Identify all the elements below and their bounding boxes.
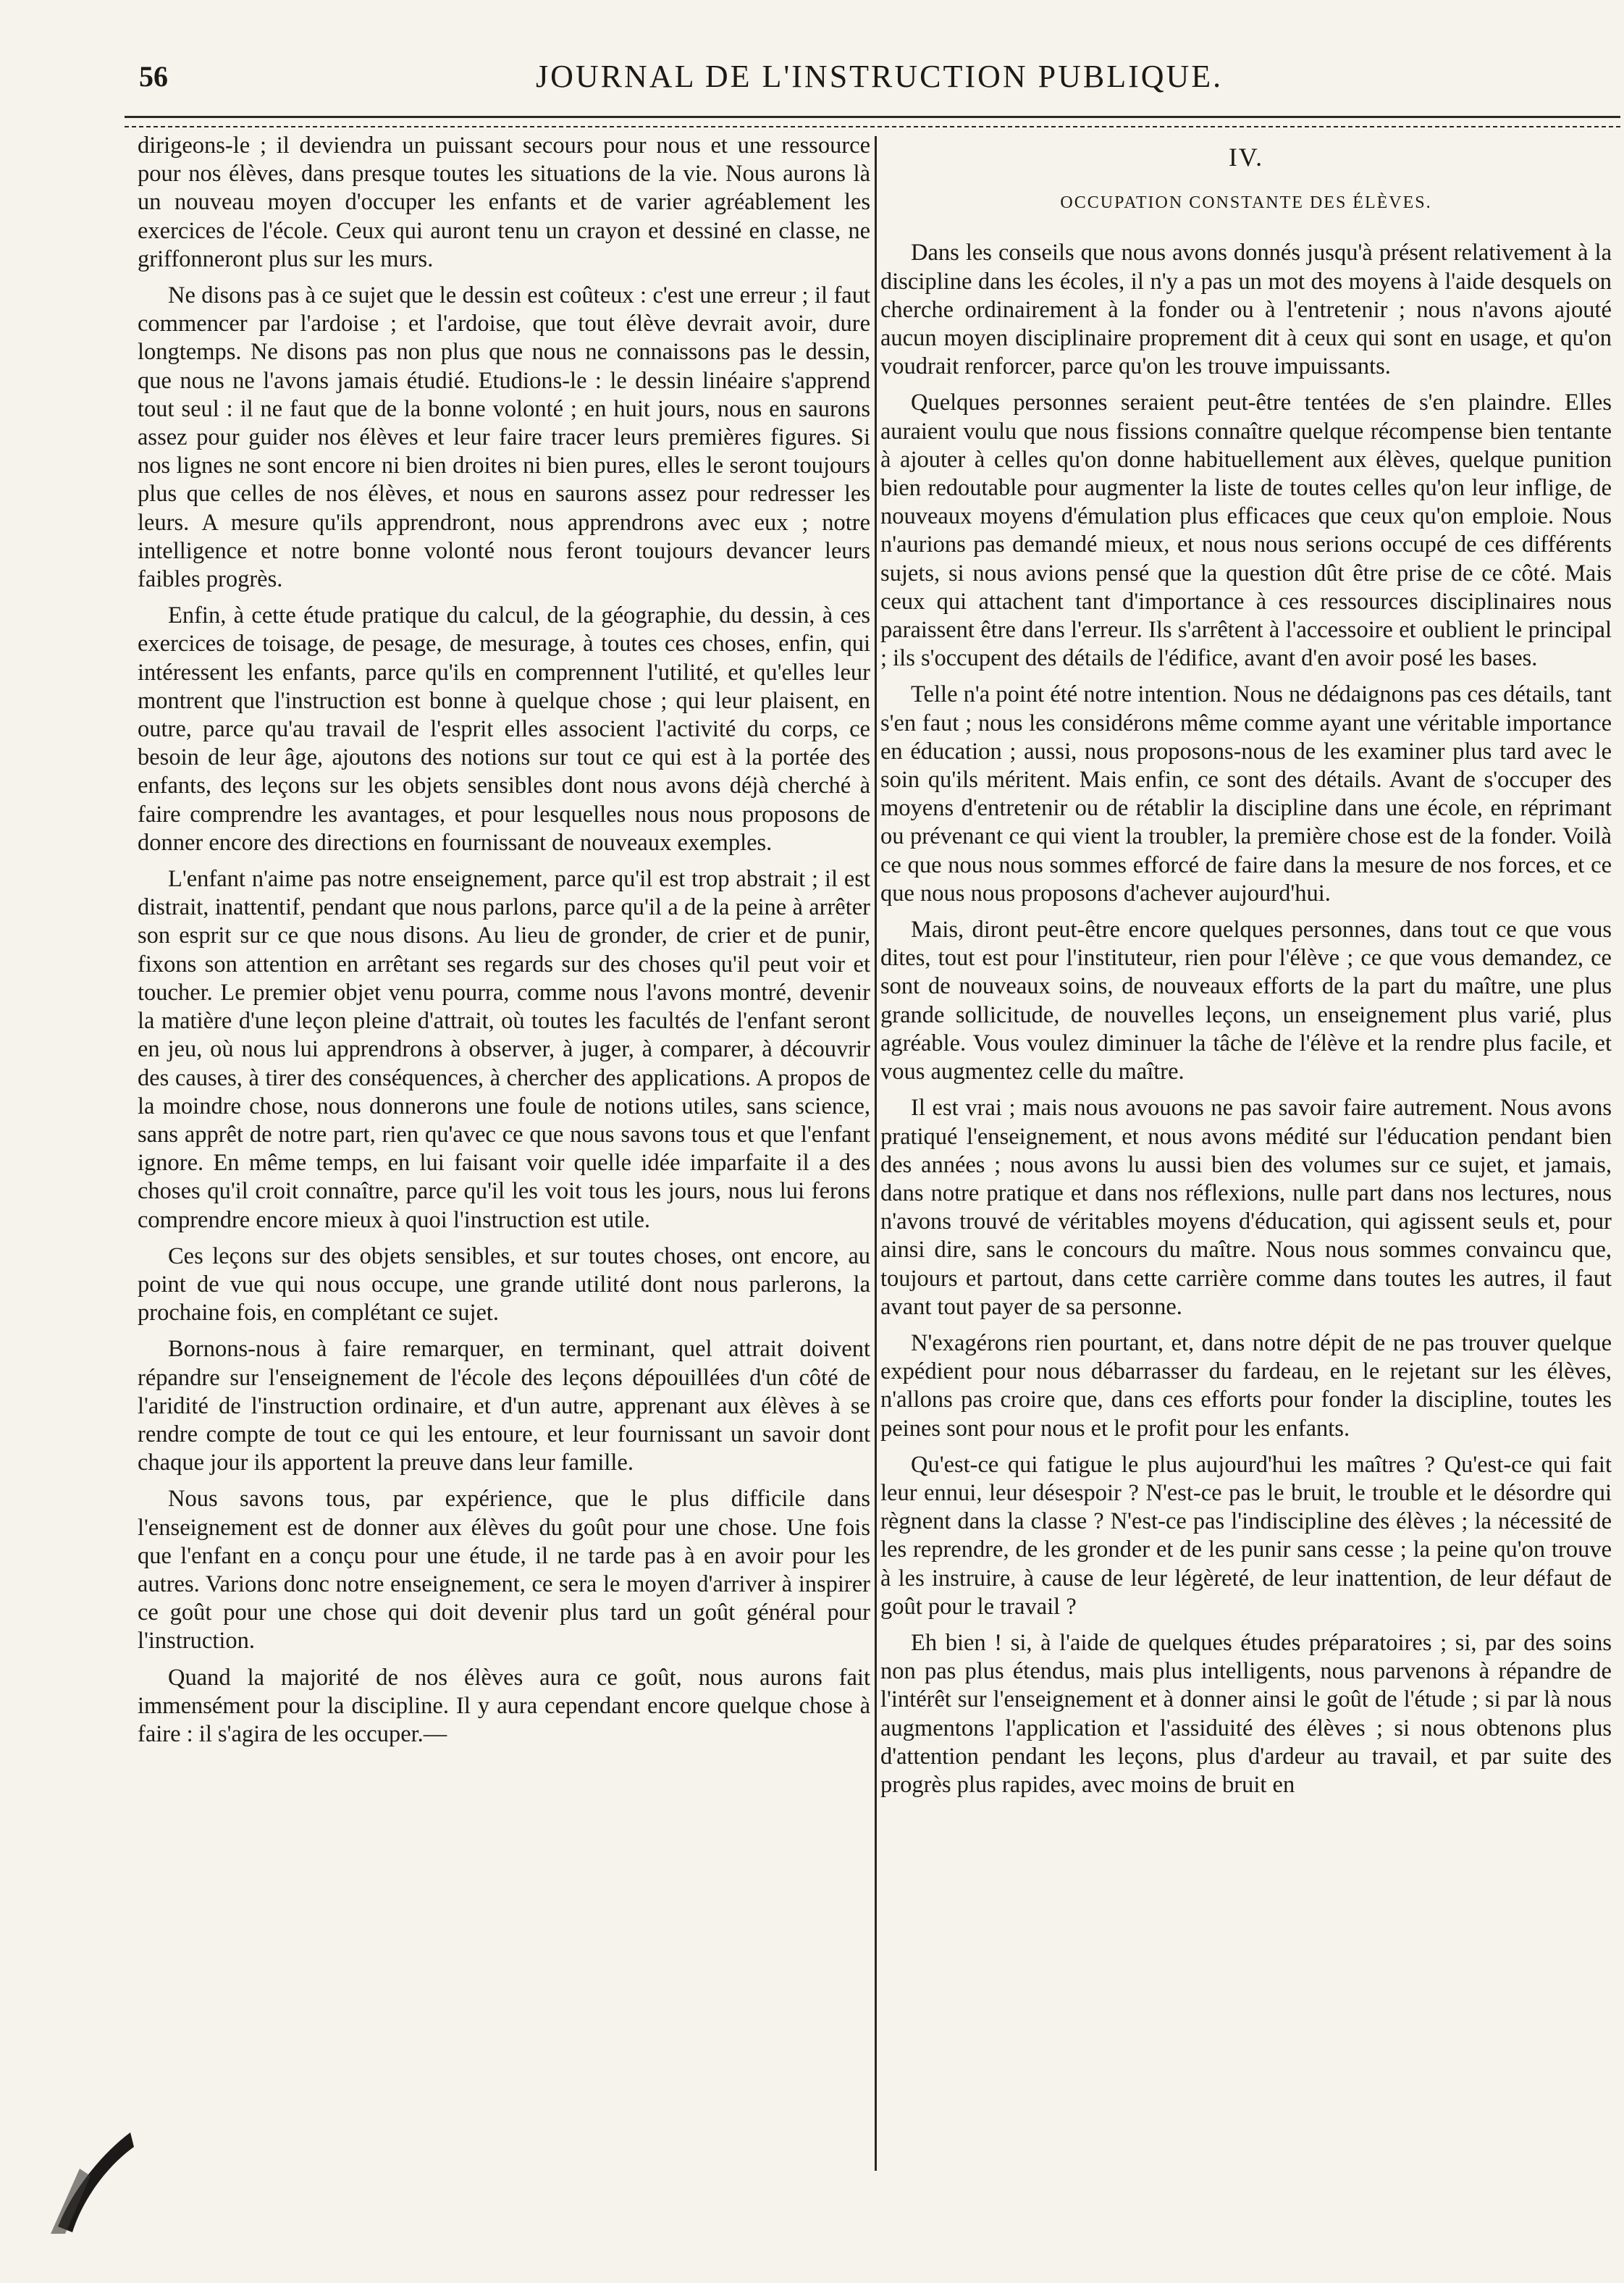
- running-head: JOURNAL DE L'INSTRUCTION PUBLIQUE.: [536, 59, 1224, 94]
- paragraph: Enfin, à cette étude pratique du calcul, de la géographie, du dessin, à ces exercices de toisage, de pesage, de mesurage, à toutes ces choses, enfin, qui intéressent les enfants, parce qu'ils en comprennent l'utilité, et qu'elles leur montrent que l'instruction est bonne à quelque chose ; qui leur plaisent, en outre, parce qu'au travail de l'esprit elles associent l'activité du corps, ce besoin de leur âge, ajoutons des notions sur tout ce qui est à la portée des enfants, des leçons sur les objets sensibles dont nous avons déjà cherché à faire comprendre les avantages, et pour lesquelles nous nous proposons de donner encore des directions en fournissant de nouveaux exemples.: [138, 602, 870, 856]
- column-divider: [875, 136, 877, 2171]
- binding-mark-icon: [51, 2125, 138, 2234]
- paragraph: Nous savons tous, par expérience, que le plus difficile dans l'enseignement est de donner aux élèves du goût pour une chose. Une fois que l'enfant en a conçu pour une étude, il ne tarde pas à en avoir pour les autres. Varions donc notre enseignement, ce sera le moyen d'arriver à inspirer ce goût pour une chose qui doit devenir plus tard un goût général pour l'instruction.: [138, 1486, 870, 1655]
- header-rule-dashed: [125, 126, 1620, 127]
- page-number: 56: [139, 60, 168, 93]
- paragraph: N'exagérons rien pourtant, et, dans notre dépit de ne pas trouver quelque expédient pour nous débarrasser du fardeau, en le rejetant sur les élèves, n'allons pas croire que, dans ces efforts pour fonder la discipline, toutes les peines sont pour nous et le profit pour les enfants.: [880, 1329, 1612, 1442]
- paragraph: Qu'est-ce qui fatigue le plus aujourd'hui les maîtres ? Qu'est-ce qui fait leur ennui, leur désespoir ? N'est-ce pas le bruit, le trouble et le désordre qui règnent dans la classe ? N'est-ce pas l'indiscipline des élèves ; la nécessité de les reprendre, de les gronder et de les punir sans cesse ; la peine qu'on trouve à les instruire, à cause de leur légèreté, de leur inattention, de leur défaut de goût pour le travail ?: [880, 1451, 1612, 1620]
- header-rule: [125, 116, 1620, 118]
- paragraph: Dans les conseils que nous avons donnés jusqu'à présent relativement à la discipline dans les écoles, il n'y a pas un mot des moyens à l'aide desquels on cherche ordinairement à la fonder ou à l'entretenir ; nous n'avons ajouté aucun moyen disciplinaire proprement dit à ceux qui sont en usage, et qu'on voudrait renforcer, parce qu'on les trouve impuissants.: [880, 240, 1612, 380]
- left-column: [138, 132, 870, 1757]
- paragraph: Quand la majorité de nos élèves aura ce goût, nous aurons fait immensément pour la discipline. Il y aura cependant encore quelque chose à faire : il s'agira de les occuper.—: [138, 1664, 870, 1747]
- paragraph: Ces leçons sur des objets sensibles, et sur toutes choses, ont encore, au point de vue qui nous occupe, une grande utilité dont nous parlerons, la prochaine fois, en complétant ce sujet.: [138, 1243, 870, 1327]
- section-number: IV.: [1228, 143, 1264, 172]
- paragraph: L'enfant n'aime pas notre enseignement, parce qu'il est trop abstrait ; il est distrait, inattentif, pendant que nous parlons, parce qu'il a de la peine à arrêter son esprit sur ce que nous disons. Au lieu de gronder, de crier et de punir, fixons son attention en arrêtant ses regards sur des choses qu'il peut voir et toucher. Le premier objet venu pourra, comme nous l'avons montré, devenir la matière d'une leçon pleine d'attrait, où toutes les facultés de l'enfant seront en jeu, où nous lui apprendrons à observer, à juger, à comparer, à découvrir des causes, à tirer des conséquences, à chercher des applications. A propos de la moindre chose, nous donnerons une foule de notions utiles, sans science, sans apprêt de notre part, rien qu'avec ce que nous savons tous et que l'enfant ignore. En même temps, en lui faisant voir quelle idée imparfaite il a des choses qu'il croit connaître, parce qu'il les voit tous les jours, nous lui ferons comprendre encore mieux à quoi l'instruction est utile.: [138, 866, 870, 1233]
- paragraph: Ne disons pas à ce sujet que le dessin est coûteux : c'est une erreur ; il faut commencer par l'ardoise ; et l'ardoise, que tout élève devrait avoir, dure longtemps. Ne disons pas non plus que nous ne connaissons pas le dessin, que nous ne l'avons jamais étudié. Etudions-le : le dessin linéaire s'apprend tout seul : il ne faut que de la bonne volonté ; en huit jours, nous en saurons assez pour guider nos élèves et leur faire tracer leurs premières figures. Si nos lignes ne sont encore ni bien droites ni bien pures, elles le seront toujours plus que celles de nos élèves, et nous en saurons assez pour redresser les leurs. A mesure qu'ils apprendront, nous apprendrons avec eux ; notre intelligence et notre bonne volonté nous feront toujours devancer leurs faibles progrès.: [138, 282, 870, 593]
- paragraph: Mais, diront peut-être encore quelques personnes, dans tout ce que vous dites, tout est pour l'instituteur, rien pour l'élève ; ce que vous demandez, ce sont de nouveaux soins, de nouveaux efforts de la part du maître, une plus grande sollicitude, de nouvelles leçons, un enseignement plus varié, plus agréable. Vous voulez diminuer la tâche de l'élève et la rendre plus facile, et vous augmentez celle du maître.: [880, 917, 1612, 1085]
- section-title: OCCUPATION CONSTANTE DES ÉLÈVES.: [1060, 193, 1432, 213]
- paragraph: Eh bien ! si, à l'aide de quelques études préparatoires ; si, par des soins non pas plus étendus, mais plus intelligents, nous parvenons à répandre de l'intérêt sur l'enseignement et à donner ainsi le goût de l'étude ; si par là nous augmentons l'application et l'assiduité des élèves ; si nous obtenons plus d'attention pendant les leçons, plus d'ardeur au travail, et par suite des progrès plus rapides, avec moins de bruit en: [880, 1629, 1612, 1798]
- right-column: [880, 132, 1612, 1807]
- paragraph: Telle n'a point été notre intention. Nous ne dédaignons pas ces détails, tant s'en faut ; nous les considérons même comme ayant une véritable importance en éducation ; aussi, nous proposons-nous de les examiner plus tard avec le soin qu'ils méritent. Mais enfin, ce sont des détails. Avant de s'occuper des moyens d'entretenir ou de rétablir la discipline dans une école, en réprimant ou prévenant ce qui vient la troubler, la première chose est de la fonder. Voilà ce que nous nous sommes efforcé de faire dans la mesure de nos forces, et ce que nous nous proposons d'achever aujourd'hui.: [880, 681, 1612, 907]
- paragraph: Il est vrai ; mais nous avouons ne pas savoir faire autrement. Nous avons pratiqué l'enseignement, et nous avons médité sur l'éducation pendant bien des années ; nous avons lu aussi bien des volumes sur ce sujet, et jamais, dans notre pratique et dans nos réflexions, nulle part dans nos lectures, nous n'avons trouvé de véritables moyens d'éducation, qui agissent seuls et, pour ainsi dire, sans le concours du maître. Nous nous sommes convaincu que, toujours et partout, dans cette carrière comme dans toutes les autres, il faut avant tout payer de sa personne.: [880, 1095, 1612, 1320]
- paragraph: Bornons-nous à faire remarquer, en terminant, quel attrait doivent répandre sur l'enseignement de l'école des leçons dépouillées d'un côté de l'aridité de l'instruction ordinaire, et d'un autre, apprenant aux élèves à se rendre compte de tout ce qui les entoure, et leur fournissant un savoir dont chaque jour ils apportent la preuve dans leur famille.: [138, 1336, 870, 1476]
- paragraph: dirigeons-le ; il deviendra un puissant secours pour nous et une ressource pour nos élèves, dans presque toutes les situations de la vie. Nous aurons là un nouveau moyen d'occuper les enfants et de varier agréablement les exercices de l'école. Ceux qui auront tenu un crayon et dessiné en classe, ne griffonneront plus sur les murs.: [138, 133, 870, 272]
- paragraph: Quelques personnes seraient peut-être tentées de s'en plaindre. Elles auraient voulu que nous fissions connaître quelque récompense bien tentante à ajouter à celles qu'on donne habituellement aux élèves, quelque punition bien redoutable pour augmenter la liste de toutes celles qu'on leur inflige, de nouveaux moyens d'émulation plus efficaces que ceux qu'on emploie. Nous n'aurions pas demandé mieux, et nous nous serions occupé de ces différents sujets, si nous avions pensé que la question dût être prise de ce côté. Mais ceux qui attachent tant d'importance à ces ressources disciplinaires nous paraissent être dans l'erreur. Ils s'arrêtent à l'accessoire et oublient le principal ; ils s'occupent des détails de l'édifice, avant d'en avoir posé les bases.: [880, 390, 1612, 672]
